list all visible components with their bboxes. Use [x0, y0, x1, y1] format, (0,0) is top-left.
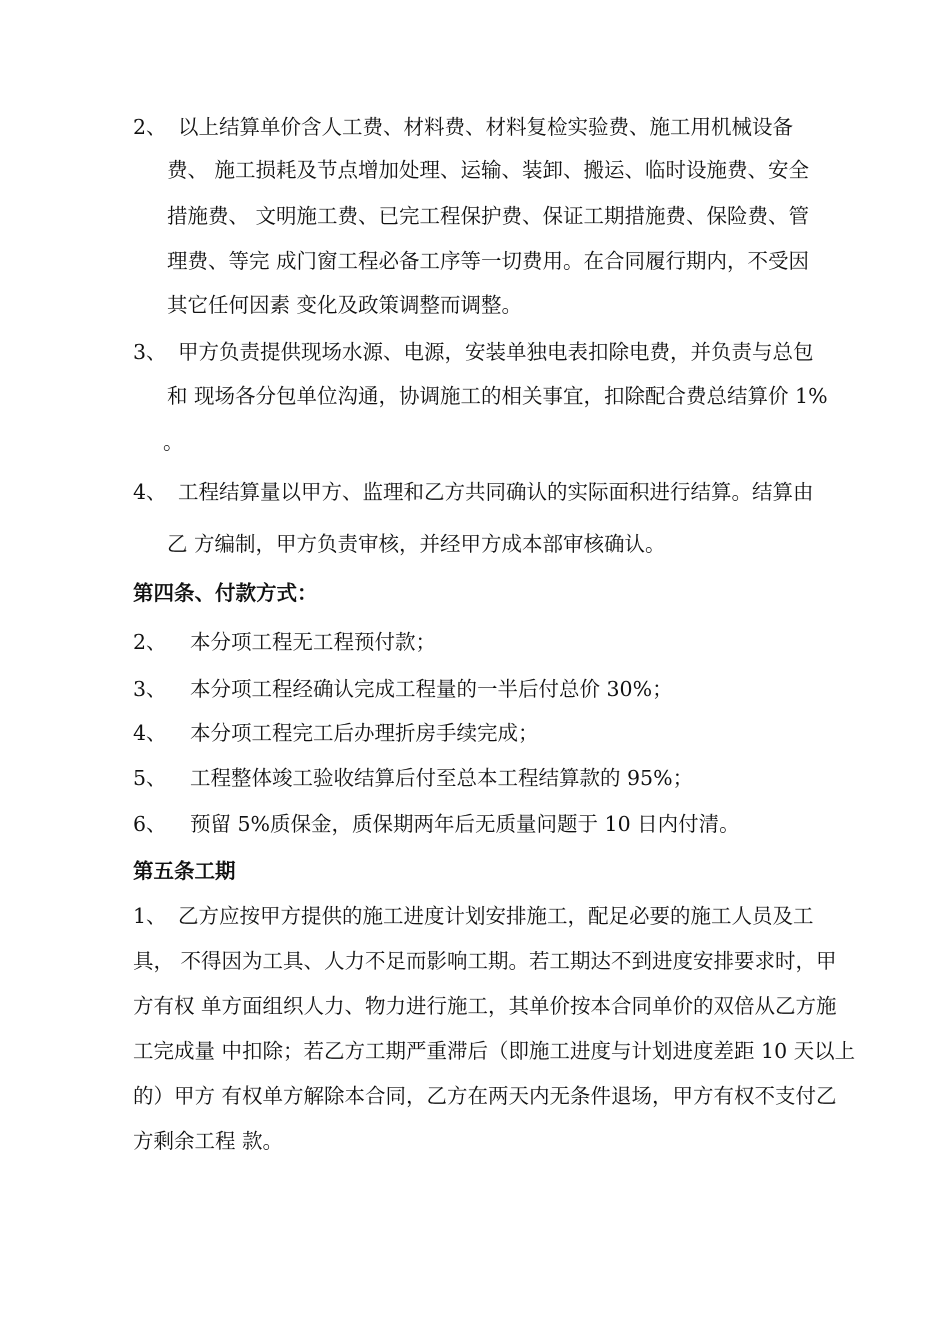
paragraph-line: 具， 不得因为工具、人力不足而影响工期。若工期达不到进度安排要求时，甲 — [133, 949, 837, 973]
paragraph-line: 理费、等完 成门窗工程必备工序等一切费用。在合同履行期内，不受因 — [167, 249, 810, 273]
paragraph-line: 以上结算单价含人工费、材料费、材料复检实验费、施工用机械设备 — [178, 115, 793, 139]
section-heading: 第四条、付款方式： — [133, 581, 318, 605]
list-item: 本分项工程经确认完成工程量的一半后付总价 30%； — [190, 677, 673, 701]
item-number: 2、 — [133, 630, 167, 654]
paragraph-line: 的）甲方 有权单方解除本合同，乙方在两天内无条件退场，甲方有权不支付乙 — [133, 1084, 837, 1108]
section-heading: 第五条工期 — [133, 859, 236, 883]
paragraph-line: 乙 方编制，甲方负责审核，并经甲方成本部审核确认。 — [167, 532, 666, 556]
paragraph-line: 工完成量 中扣除；若乙方工期严重滞后（即施工进度与计划进度差距 10 天以上 — [133, 1039, 856, 1063]
paragraph-line: 乙方应按甲方提供的施工进度计划安排施工，配足必要的施工人员及工 — [178, 904, 814, 928]
list-item: 预留 5%质保金，质保期两年后无质量问题于 10 日内付清。 — [190, 812, 740, 836]
item-number: 6、 — [133, 812, 167, 836]
item-number: 3、 — [133, 340, 167, 364]
item-number: 5、 — [133, 766, 167, 790]
item-number: 2、 — [133, 115, 167, 139]
item-number: 3、 — [133, 677, 167, 701]
paragraph-line: 费、 施工损耗及节点增加处理、运输、装卸、搬运、临时设施费、安全 — [167, 158, 810, 182]
paragraph-line: 措施费、 文明施工费、已完工程保护费、保证工期措施费、保险费、管 — [167, 204, 810, 228]
paragraph-line: 工程结算量以甲方、监理和乙方共同确认的实际面积进行结算。结算由 — [178, 480, 814, 504]
item-number: 4、 — [133, 721, 167, 745]
paragraph-line: 方有权 单方面组织人力、物力进行施工，其单价按本合同单价的双倍从乙方施 — [133, 994, 837, 1018]
list-item: 本分项工程无工程预付款； — [190, 630, 436, 654]
paragraph-line: 方剩余工程 款。 — [133, 1129, 284, 1153]
paragraph-line: 和 现场各分包单位沟通，协调施工的相关事宜，扣除配合费总结算价 1% — [167, 384, 828, 408]
list-item: 本分项工程完工后办理折房手续完成； — [190, 721, 539, 745]
item-number: 4、 — [133, 480, 167, 504]
paragraph-line: 甲方负责提供现场水源、电源，安装单独电表扣除电费，并负责与总包 — [178, 340, 814, 364]
paragraph-line: 其它任何因素 变化及政策调整而调整。 — [167, 293, 523, 317]
item-number: 1、 — [133, 904, 167, 928]
paragraph-line: 。 — [163, 430, 184, 454]
list-item: 工程整体竣工验收结算后付至总本工程结算款的 95%； — [190, 766, 694, 790]
